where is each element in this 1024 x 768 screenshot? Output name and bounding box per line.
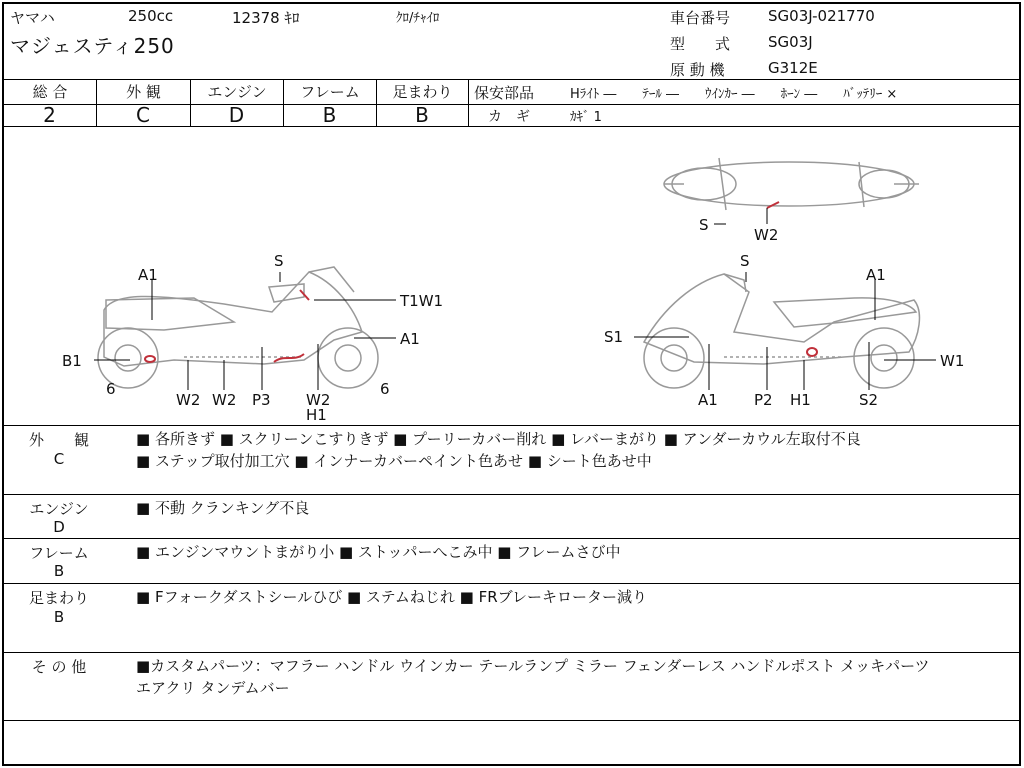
divider — [4, 79, 1019, 80]
left-label-s: S — [274, 252, 284, 270]
section-label-other: そ の 他 — [31, 658, 87, 676]
grade-header-exterior: 外 観 — [126, 83, 161, 101]
left-scooter-drawing — [98, 267, 378, 388]
divider — [4, 583, 1019, 584]
divider — [4, 652, 1019, 653]
left-label-p3: P3 — [252, 391, 271, 409]
grade-header-engine: エンジン — [207, 83, 267, 101]
damage-diagram — [4, 132, 1023, 427]
inspection-sheet — [2, 2, 1021, 766]
chassis-label: 車台番号 — [670, 9, 731, 27]
left-label-w2c: W2 — [306, 391, 331, 409]
section-label-engine: エンジン — [29, 500, 89, 518]
damage-marks — [145, 202, 817, 362]
grade-header-overall: 総 合 — [32, 83, 68, 101]
section-grade-exterior: C — [53, 450, 65, 468]
section-grade-suspension: B — [53, 608, 65, 626]
key-value: ｶｷﾞ 1 — [570, 110, 602, 125]
grade-suspension: B — [415, 103, 430, 127]
right-label-h1: H1 — [790, 391, 811, 409]
grade-engine: D — [228, 103, 246, 127]
grade-overall: 2 — [43, 103, 57, 127]
section-label-frame: フレーム — [29, 544, 89, 562]
section-text-engine: ■ 不動 クランキング不良 — [136, 499, 310, 517]
left-label-t1w1: T1W1 — [400, 292, 444, 310]
engine-label: 原 動 機 — [670, 61, 725, 79]
right-label-s2: S2 — [859, 391, 879, 409]
model-name: マジェスティ250 — [10, 34, 175, 58]
left-label-6b: 6 — [380, 380, 390, 398]
mileage: 12378 ｷﾛ — [232, 9, 300, 27]
section-grade-engine: D — [53, 518, 65, 536]
right-label-a1b: A1 — [698, 391, 718, 409]
divider — [468, 104, 1019, 105]
color: ｸﾛ/ﾁｬｲﾛ — [396, 11, 440, 26]
left-label-b1: B1 — [62, 352, 82, 370]
key-label: カ ギ — [488, 109, 530, 125]
right-label-w1: W1 — [940, 352, 965, 370]
chassis-value: SG03J-021770 — [768, 7, 875, 25]
left-label-h1: H1 — [306, 406, 327, 424]
safety-title: 保安部品 — [474, 84, 535, 102]
section-text-exterior-1: ■ 各所きず ■ スクリーンこすりきず ■ プーリーカバー削れ ■ レバーまがり ■ アンダーカウル左取付不良 — [136, 430, 861, 448]
section-text-other-2: エアクリ タンデムバー — [136, 679, 290, 697]
type-value: SG03J — [768, 33, 813, 51]
top-label-s: S — [699, 216, 709, 234]
divider — [4, 538, 1019, 539]
section-label-suspension: 足まわり — [28, 589, 89, 607]
right-scooter-drawing — [644, 274, 919, 388]
section-label-exterior: 外 観 — [28, 431, 89, 449]
grade-header-frame: フレーム — [300, 83, 360, 101]
left-label-6a: 6 — [106, 380, 116, 398]
maker: ヤマハ — [10, 9, 55, 27]
engine-value: G312E — [768, 59, 818, 77]
type-label: 型 式 — [670, 35, 731, 53]
divider — [468, 79, 469, 126]
diagram-labels — [62, 216, 964, 424]
right-label-s1: S1 — [604, 328, 624, 346]
left-label-a1b: A1 — [400, 330, 420, 348]
divider — [4, 720, 1019, 721]
section-text-other-1: ■カスタムパーツ：マフラー ハンドル ウインカー テールランプ ミラー フェンダーレス ハンドルポスト メッキパーツ — [136, 657, 930, 675]
section-text-frame: ■ エンジンマウントまがり小 ■ ストッパーへこみ中 ■ フレームさび中 — [136, 543, 621, 561]
section-text-suspension: ■ Fフォークダストシールひび ■ ステムねじれ ■ FRブレーキローター減り — [136, 588, 648, 606]
displacement: 250cc — [128, 7, 174, 25]
top-scooter-drawing — [664, 158, 919, 210]
divider — [4, 425, 1019, 426]
grade-exterior: C — [136, 103, 151, 127]
section-text-exterior-2: ■ ステップ取付加工穴 ■ インナーカバーペイント色あせ ■ シート色あせ中 — [136, 452, 652, 470]
safety-items: Hﾗｲﾄ ― ﾃｰﾙ ― ｳｲﾝｶｰ ― ﾎｰﾝ ― ﾊﾞｯﾃﾘｰ × — [570, 87, 898, 102]
left-label-w2b: W2 — [212, 391, 237, 409]
right-label-p2: P2 — [754, 391, 773, 409]
right-label-s: S — [740, 252, 750, 270]
divider — [4, 494, 1019, 495]
top-label-w2: W2 — [754, 226, 779, 244]
scooter-diagrams — [4, 132, 1023, 427]
left-label-w2a: W2 — [176, 391, 201, 409]
right-label-a1: A1 — [866, 266, 886, 284]
grade-header-suspension: 足まわり — [392, 83, 453, 101]
grade-frame: B — [322, 103, 338, 127]
section-grade-frame: B — [53, 562, 65, 580]
left-label-a1: A1 — [138, 266, 158, 284]
